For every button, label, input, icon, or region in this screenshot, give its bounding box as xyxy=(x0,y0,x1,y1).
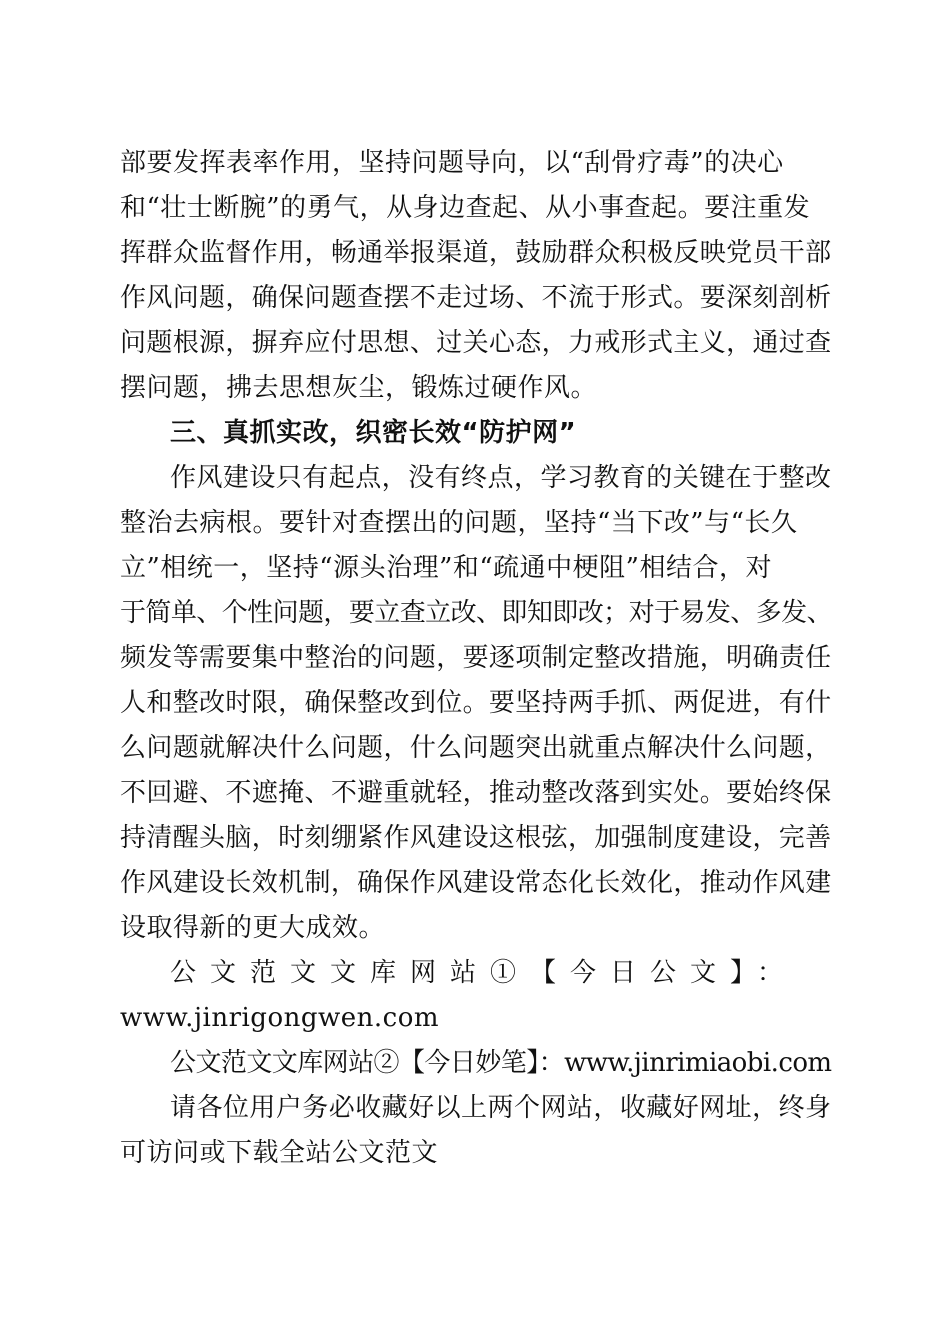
paragraph-line: 挥群众监督作用，畅通举报渠道，鼓励群众积极反映党员干部 xyxy=(120,238,832,268)
paragraph-line: 人和整改时限，确保整改到位。要坚持两手抓、两促进，有什 xyxy=(120,688,832,718)
section-heading: 三、真抓实改，织密长效“防护网” xyxy=(170,418,577,448)
paragraph-line: 问题根源，摒弃应付思想、过关心态，力戒形式主义，通过查 xyxy=(120,328,832,358)
footer-site1-label: 公文范文文库网站①【今日公文】： xyxy=(170,958,798,988)
paragraph-line: 作风问题，确保问题查摆不走过场、不流于形式。要深刻剖析 xyxy=(120,283,832,313)
paragraph-line: 于简单、个性问题，要立查立改、即知即改；对于易发、多发、 xyxy=(120,598,833,628)
paragraph-line: 作风建设只有起点，没有终点，学习教育的关键在于整改 xyxy=(170,463,832,493)
paragraph-line: 不回避、不遮掩、不避重就轻，推动整改落到实处。要始终保 xyxy=(120,778,832,808)
footer-notice-line: 可访问或下载全站公文范文 xyxy=(120,1138,439,1168)
paragraph-line: 立”相统一，坚持“源头治理”和“疏通中梗阻”相结合，对 xyxy=(120,553,772,583)
paragraph-line: 部要发挥表率作用，坚持问题导向，以“刮骨疗毒”的决心 xyxy=(120,148,784,178)
paragraph-line: 频发等需要集中整治的问题，要逐项制定整改措施，明确责任 xyxy=(120,643,832,673)
paragraph-line: 整治去病根。要针对查摆出的问题，坚持“当下改”与“长久 xyxy=(120,508,798,538)
paragraph-line: 持清醒头脑，时刻绷紧作风建设这根弦，加强制度建设，完善 xyxy=(120,823,832,853)
footer-notice-line: 请各位用户务必收藏好以上两个网站，收藏好网址，终身 xyxy=(170,1093,832,1123)
paragraph-line: 么问题就解决什么问题，什么问题突出就重点解决什么问题， xyxy=(120,733,832,763)
paragraph-line: 作风建设长效机制，确保作风建设常态化长效化，推动作风建 xyxy=(120,868,832,898)
footer-site2: 公文范文文库网站②【今日妙笔】：www.jinrimiaobi.com xyxy=(170,1048,832,1078)
footer-site1-url: www.jinrigongwen.com xyxy=(120,1003,440,1033)
paragraph-line: 设取得新的更大成效。 xyxy=(120,913,386,943)
paragraph-line: 摆问题，拂去思想灰尘，锻炼过硬作风。 xyxy=(120,373,598,403)
paragraph-line: 和“壮士断腕”的勇气，从身边查起、从小事查起。要注重发 xyxy=(120,193,811,223)
